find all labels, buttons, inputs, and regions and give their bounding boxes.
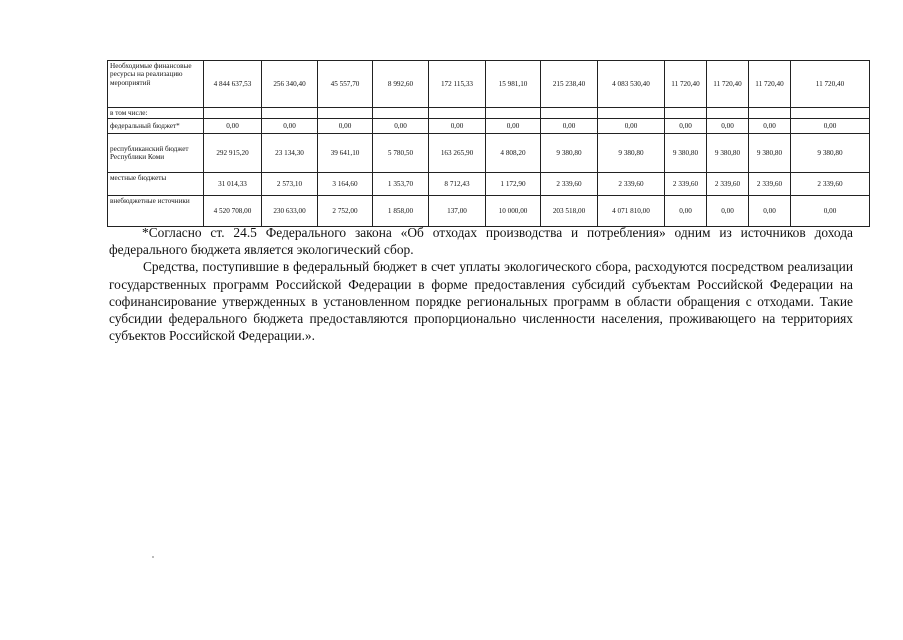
table-cell: 0,00: [373, 119, 429, 134]
table-cell: 4 083 530,40: [598, 61, 665, 108]
row-label: местные бюджеты: [108, 173, 204, 196]
table-cell: 4 844 637,53: [204, 61, 262, 108]
table-cell: 0,00: [318, 119, 373, 134]
footnote-text: [109, 224, 853, 344]
table-cell: 5 780,50: [373, 134, 429, 173]
table-cell: 11 720,40: [791, 61, 870, 108]
table-cell: 1 353,70: [373, 173, 429, 196]
table-row: [108, 173, 870, 196]
table-cell: [373, 108, 429, 119]
row-label: Необходимые финансовые ресурсы на реализацию мероприятий: [108, 61, 204, 108]
table-cell: [204, 108, 262, 119]
table-cell: [707, 108, 749, 119]
table-cell: 2 752,00: [318, 196, 373, 227]
table-cell: 9 380,80: [541, 134, 598, 173]
table-cell: 172 115,33: [429, 61, 486, 108]
table-cell: 1 172,90: [486, 173, 541, 196]
table-cell: 2 339,60: [598, 173, 665, 196]
table-cell: 0,00: [791, 119, 870, 134]
row-label: федеральный бюджет*: [108, 119, 204, 134]
row-label: в том числе:: [108, 108, 204, 119]
table-cell: 0,00: [598, 119, 665, 134]
table-cell: 2 339,60: [791, 173, 870, 196]
table-cell: 11 720,40: [707, 61, 749, 108]
table-cell: 0,00: [707, 196, 749, 227]
table-cell: 4 520 708,00: [204, 196, 262, 227]
table-cell: 0,00: [665, 119, 707, 134]
table-cell: 2 573,10: [262, 173, 318, 196]
table-cell: 256 340,40: [262, 61, 318, 108]
table-cell: 3 164,60: [318, 173, 373, 196]
financing-table: [107, 60, 870, 227]
table-cell: 31 014,33: [204, 173, 262, 196]
table-cell: 0,00: [541, 119, 598, 134]
table-cell: 8 992,60: [373, 61, 429, 108]
row-label: республиканский бюджет Республики Коми: [108, 134, 204, 173]
table-cell: [791, 108, 870, 119]
table-cell: 4 808,20: [486, 134, 541, 173]
table-cell: 292 915,20: [204, 134, 262, 173]
table-cell: [598, 108, 665, 119]
table-row: [108, 134, 870, 173]
table-cell: 0,00: [749, 119, 791, 134]
table-cell: [541, 108, 598, 119]
table-cell: 39 641,10: [318, 134, 373, 173]
table-cell: 9 380,80: [749, 134, 791, 173]
table-row: [108, 119, 870, 134]
body-paragraph: Средства, поступившие в федеральный бюджет в счет уплаты экологического сбора, расходуются посредством реализации государственных программ Российской Федерации в форме предоставления субсидий субъектам Российской Федерации на софинансирование утвержденных в установленном порядке региональных программ в области обращения с отходами. Такие субсидии федерального бюджета предоставляются пропорционально численности населения, проживающего на территориях субъектов Российской Федерации.».: [109, 259, 853, 344]
table-cell: 203 518,00: [541, 196, 598, 227]
table-cell: 4 071 810,00: [598, 196, 665, 227]
scan-speck: [152, 556, 154, 558]
table-cell: [429, 108, 486, 119]
table-cell: 0,00: [791, 196, 870, 227]
table-cell: 23 134,30: [262, 134, 318, 173]
table-cell: 45 557,70: [318, 61, 373, 108]
table-cell: 9 380,80: [791, 134, 870, 173]
footnote-paragraph: *Согласно ст. 24.5 Федерального закона «Об отходах производства и потребления» одним из источников дохода федерального бюджета является экологический сбор.: [109, 225, 853, 258]
table-cell: [665, 108, 707, 119]
table-row: [108, 196, 870, 227]
table-cell: 9 380,80: [665, 134, 707, 173]
table-cell: 230 633,00: [262, 196, 318, 227]
table-cell: 0,00: [749, 196, 791, 227]
table-cell: 9 380,80: [707, 134, 749, 173]
table-cell: 2 339,60: [707, 173, 749, 196]
table-cell: 0,00: [486, 119, 541, 134]
table-cell: 15 981,10: [486, 61, 541, 108]
table-cell: [262, 108, 318, 119]
table-cell: 11 720,40: [749, 61, 791, 108]
table-cell: 11 720,40: [665, 61, 707, 108]
row-label: внебюджетные источники: [108, 196, 204, 227]
table-cell: 9 380,80: [598, 134, 665, 173]
table-cell: 2 339,60: [541, 173, 598, 196]
table-cell: 163 265,90: [429, 134, 486, 173]
table-cell: 8 712,43: [429, 173, 486, 196]
table-row: [108, 108, 870, 119]
table-cell: 0,00: [429, 119, 486, 134]
table-cell: 0,00: [204, 119, 262, 134]
table-cell: [749, 108, 791, 119]
table-cell: [486, 108, 541, 119]
table-cell: 0,00: [707, 119, 749, 134]
table-cell: 215 238,40: [541, 61, 598, 108]
table-row: [108, 61, 870, 108]
table-cell: 137,00: [429, 196, 486, 227]
table-cell: 2 339,60: [665, 173, 707, 196]
table-cell: 10 000,00: [486, 196, 541, 227]
table-body: [108, 61, 870, 227]
table-cell: [318, 108, 373, 119]
table-cell: 0,00: [262, 119, 318, 134]
table-cell: 2 339,60: [749, 173, 791, 196]
table-cell: 0,00: [665, 196, 707, 227]
table-cell: 1 858,00: [373, 196, 429, 227]
